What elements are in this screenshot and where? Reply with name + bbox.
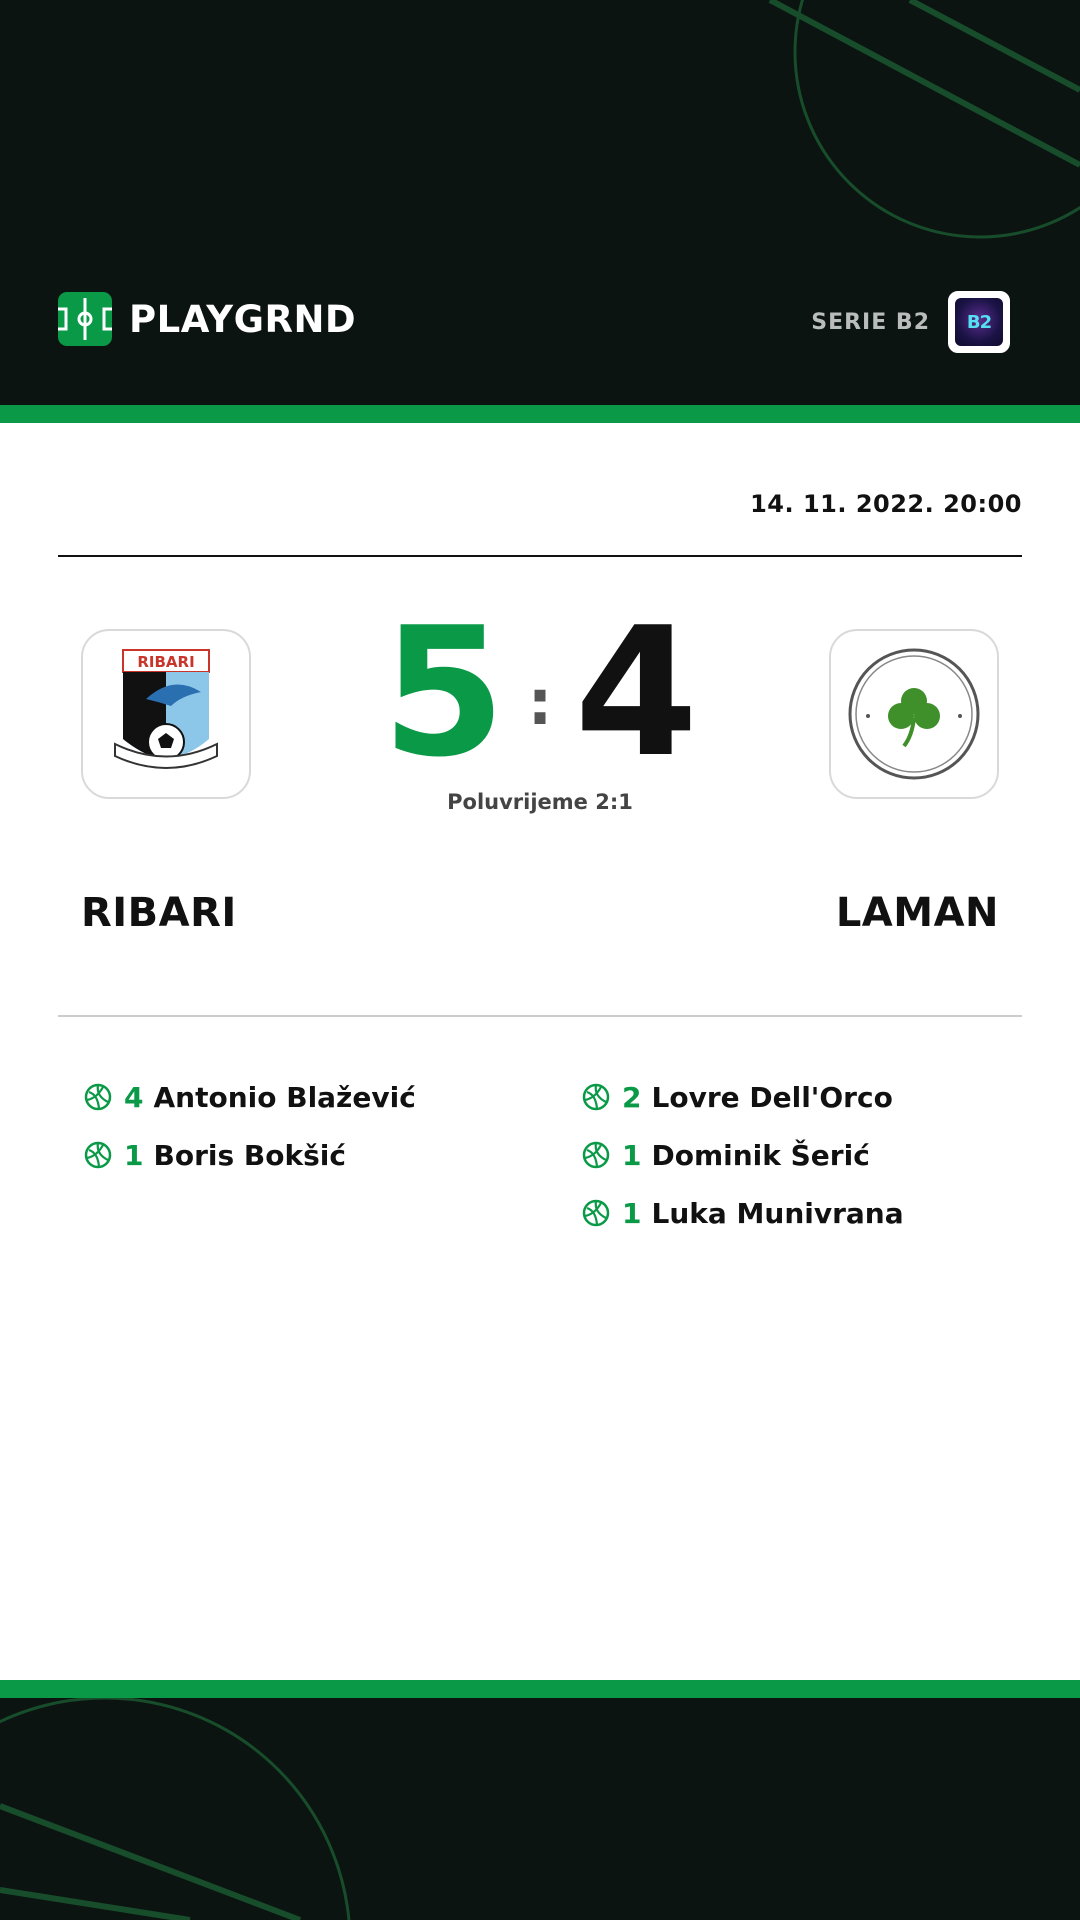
match-datetime: 14. 11. 2022. 20:00 xyxy=(750,490,1022,518)
home-team-crest xyxy=(81,629,251,799)
ball-icon xyxy=(582,1083,610,1111)
ribari-crest xyxy=(101,644,231,784)
brand-name: PLAYGRND xyxy=(129,297,357,341)
scorer-item xyxy=(582,1184,904,1242)
player-name: Luka Munivrana xyxy=(651,1196,904,1230)
league-name: SERIE B2 xyxy=(811,309,930,335)
scorer-item xyxy=(84,1068,416,1126)
halftime-score: Poluvrijeme 2:1 xyxy=(447,790,633,814)
player-name: Lovre Dell'Orco xyxy=(651,1080,893,1114)
player-name: Boris Bokšić xyxy=(153,1138,346,1172)
ball-icon xyxy=(84,1141,112,1169)
divider xyxy=(58,555,1022,557)
pitch-lines-decoration xyxy=(0,1698,1080,1920)
svg-text:RIBARI: RIBARI xyxy=(137,653,195,671)
home-team-name: RIBARI xyxy=(81,890,237,936)
home-score: 5 xyxy=(381,589,506,796)
brand xyxy=(58,291,356,347)
goal-count: 1 xyxy=(622,1196,642,1230)
goal-count: 4 xyxy=(124,1080,144,1114)
away-team-name: LAMAN xyxy=(835,890,999,936)
scorer-item xyxy=(582,1126,904,1184)
away-scorers xyxy=(582,1068,904,1242)
ball-icon xyxy=(582,1199,610,1227)
league xyxy=(811,291,1010,353)
player-name: Dominik Šerić xyxy=(651,1138,870,1172)
goal-count: 2 xyxy=(622,1080,642,1114)
ball-icon xyxy=(582,1141,610,1169)
footer xyxy=(0,1698,1080,1920)
goal-count: 1 xyxy=(622,1138,642,1172)
home-scorers xyxy=(84,1068,416,1184)
score-separator: : xyxy=(527,666,553,739)
away-team-crest xyxy=(829,629,999,799)
player-name: Antonio Blažević xyxy=(153,1080,416,1114)
accent-bar-top xyxy=(0,405,1080,423)
scoreboard xyxy=(381,589,699,796)
scorer-item xyxy=(582,1068,904,1126)
laman-crest xyxy=(846,646,982,782)
league-logo xyxy=(948,291,1010,353)
away-score: 4 xyxy=(574,589,699,796)
divider xyxy=(58,1015,1022,1017)
pitch-icon xyxy=(58,292,112,346)
header xyxy=(0,0,1080,405)
accent-bar-bottom xyxy=(0,1680,1080,1698)
goal-count: 1 xyxy=(124,1138,144,1172)
ball-icon xyxy=(84,1083,112,1111)
scorer-item xyxy=(84,1126,416,1184)
league-logo-text: B2 xyxy=(955,298,1003,346)
